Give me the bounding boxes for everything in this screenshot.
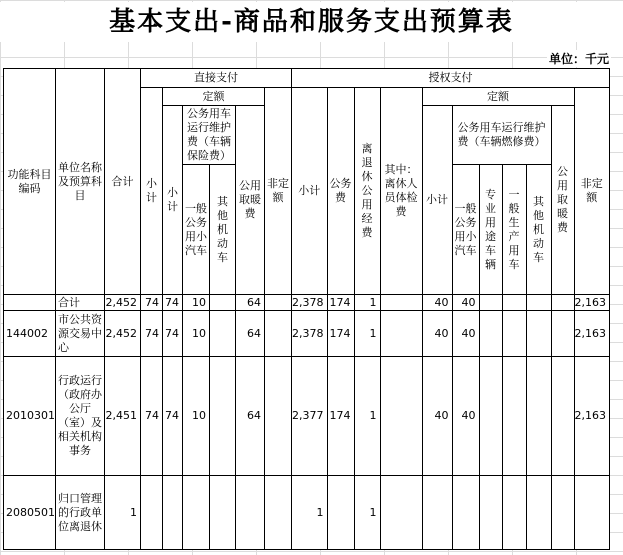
row-name: 行政运行（政府办公厅（室）及相关机构事务 xyxy=(56,357,105,476)
cell xyxy=(210,357,236,476)
cell: 40 xyxy=(422,357,452,476)
header-direct-small-car: 一般公务用小汽车 xyxy=(183,165,210,295)
header-retiree: 离退休公用经费 xyxy=(354,88,380,295)
cell xyxy=(380,295,422,311)
cell xyxy=(526,357,551,476)
cell: 64 xyxy=(236,357,265,476)
header-direct-non-quota: 非定额 xyxy=(265,88,292,295)
cell xyxy=(526,311,551,357)
cell xyxy=(327,476,354,550)
header-vehicle-fuel: 公务用车运行维护费（车辆燃修费） xyxy=(452,106,551,165)
cell xyxy=(551,476,574,550)
cell xyxy=(210,476,236,550)
cell xyxy=(551,311,574,357)
cell: 2,163 xyxy=(574,311,610,357)
cell: 2,163 xyxy=(574,295,610,311)
header-auth-other-vehicle: 其他机动车 xyxy=(526,165,551,295)
row-name: 市公共资源交易中心 xyxy=(56,311,105,357)
header-auth-subtotal: 小计 xyxy=(292,88,328,295)
cell xyxy=(526,295,551,311)
cell xyxy=(479,357,502,476)
cell xyxy=(210,311,236,357)
cell: 1 xyxy=(354,311,380,357)
cell: 10 xyxy=(183,295,210,311)
cell: 74 xyxy=(163,357,183,476)
cell: 64 xyxy=(236,311,265,357)
cell xyxy=(163,476,183,550)
header-direct: 直接支付 xyxy=(141,69,292,88)
header-auth-quota: 定额 xyxy=(422,88,574,106)
header-vehicle-insurance: 公务用车运行维护费（车辆保险费） xyxy=(183,106,236,165)
cell xyxy=(502,476,526,550)
cell: 2,378 xyxy=(292,295,328,311)
header-authorized: 授权支付 xyxy=(292,69,610,88)
header-auth-quota-subtotal: 小计 xyxy=(422,106,452,295)
header-auth-small-car: 一般公务用小汽车 xyxy=(452,165,479,295)
cell-total: 1 xyxy=(105,476,141,550)
cell xyxy=(526,476,551,550)
cell xyxy=(502,311,526,357)
row-name: 归口管理的行政单位离退休 xyxy=(56,476,105,550)
row-code: 2080501 xyxy=(4,476,56,550)
cell: 40 xyxy=(452,357,479,476)
cell: 40 xyxy=(452,311,479,357)
header-special-vehicle: 专业用途车辆 xyxy=(479,165,502,295)
cell: 74 xyxy=(163,311,183,357)
cell: 2,378 xyxy=(292,311,328,357)
cell: 1 xyxy=(354,295,380,311)
cell: 40 xyxy=(422,311,452,357)
cell xyxy=(502,295,526,311)
cell xyxy=(479,295,502,311)
table-row xyxy=(4,295,610,311)
cell xyxy=(452,476,479,550)
cell-total: 2,451 xyxy=(105,357,141,476)
cell xyxy=(183,476,210,550)
row-name: 合计 xyxy=(56,295,105,311)
cell: 174 xyxy=(327,357,354,476)
cell: 64 xyxy=(236,295,265,311)
header-direct-quota: 定额 xyxy=(163,88,265,106)
page-title: 基本支出-商品和服务支出预算表 xyxy=(0,2,623,42)
cell: 2,377 xyxy=(292,357,328,476)
cell: 1 xyxy=(292,476,328,550)
header-production-vehicle: 一般生产用车 xyxy=(502,165,526,295)
cell: 40 xyxy=(422,295,452,311)
header-direct-other-vehicle: 其他机动车 xyxy=(210,165,236,295)
table-row xyxy=(4,357,610,476)
budget-table xyxy=(3,68,610,550)
header-code: 功能科目编码 xyxy=(4,69,56,295)
cell xyxy=(210,295,236,311)
cell xyxy=(574,476,610,550)
table-row xyxy=(4,476,610,550)
cell xyxy=(422,476,452,550)
cell: 10 xyxy=(183,357,210,476)
cell xyxy=(265,311,292,357)
header-direct-heating: 公用取暖费 xyxy=(236,106,265,295)
cell xyxy=(551,357,574,476)
cell xyxy=(265,476,292,550)
row-code: 2010301 xyxy=(4,357,56,476)
header-auth-non-quota: 非定额 xyxy=(574,88,610,295)
cell xyxy=(141,476,163,550)
header-direct-subtotal: 小计 xyxy=(141,88,163,295)
cell: 10 xyxy=(183,311,210,357)
cell: 40 xyxy=(452,295,479,311)
cell: 1 xyxy=(354,476,380,550)
cell xyxy=(551,295,574,311)
cell: 74 xyxy=(163,295,183,311)
cell-total: 2,452 xyxy=(105,311,141,357)
header-retiree-exam: 其中：离休人员体检费 xyxy=(380,88,422,295)
header-direct-quota-subtotal: 小计 xyxy=(163,106,183,295)
table-row xyxy=(4,311,610,357)
unit-label: 单位：千元 xyxy=(548,52,609,66)
cell xyxy=(479,476,502,550)
cell: 174 xyxy=(327,311,354,357)
row-code: 144002 xyxy=(4,311,56,357)
cell: 74 xyxy=(141,295,163,311)
cell: 74 xyxy=(141,357,163,476)
row-code xyxy=(4,295,56,311)
cell xyxy=(502,357,526,476)
header-unit-name: 单位名称及预算科目 xyxy=(56,69,105,295)
cell-total: 2,452 xyxy=(105,295,141,311)
header-office: 公务费 xyxy=(327,88,354,295)
cell xyxy=(265,357,292,476)
cell xyxy=(380,476,422,550)
cell xyxy=(479,311,502,357)
cell xyxy=(380,311,422,357)
cell: 1 xyxy=(354,357,380,476)
header-total: 合计 xyxy=(105,69,141,295)
header-auth-heating: 公用取暖费 xyxy=(551,106,574,295)
cell: 74 xyxy=(141,311,163,357)
cell: 2,163 xyxy=(574,357,610,476)
cell xyxy=(236,476,265,550)
cell xyxy=(265,295,292,311)
cell xyxy=(380,357,422,476)
cell: 174 xyxy=(327,295,354,311)
